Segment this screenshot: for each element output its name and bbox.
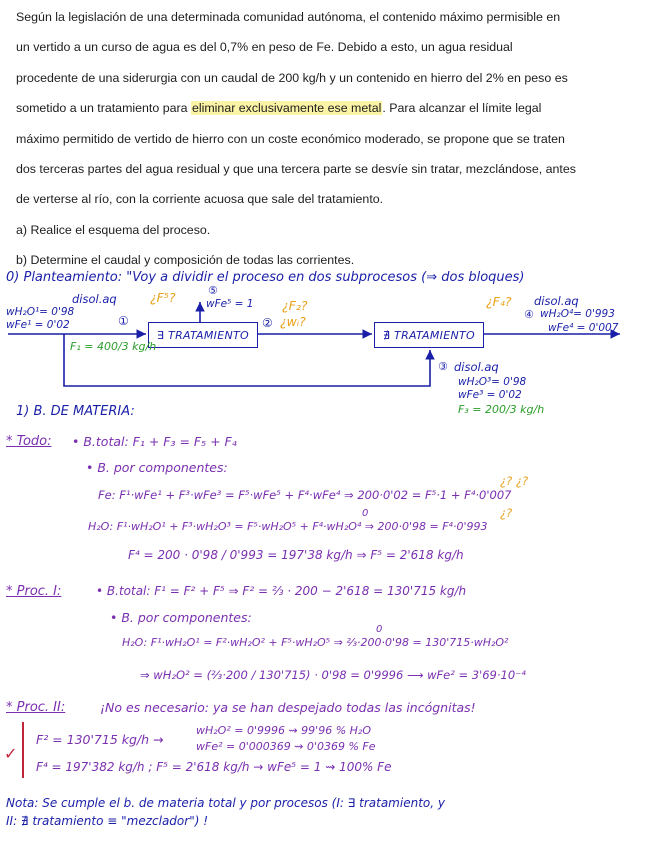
stream-2-number: ②: [262, 316, 273, 330]
stream-4-title: disol.aq: [534, 294, 579, 308]
problem-line: dos terceras partes del agua residual y que una tercera parte se desvíe sin tratar, mezclándose, antes: [16, 161, 576, 176]
stream-4-w-fe: wFe⁴ = 0'007: [548, 322, 619, 334]
stream-3-w-fe: wFe³ = 0'02: [458, 389, 522, 401]
handwritten-solution: [0, 266, 646, 848]
fe-balance-equation: Fe: F¹·wFe¹ + F³·wFe³ = F⁵·wFe⁵ + F⁴·wFe⁴ ⇒ 200·0'02 = F⁵·1 + F⁴·0'007: [98, 488, 512, 502]
stream-2-unknown-composition: ¿wᵢ?: [280, 314, 306, 329]
result-bracket: [22, 722, 24, 778]
stream-4-w-h2o: wH₂O⁴= 0'993: [540, 308, 615, 320]
problem-statement: [16, 4, 638, 278]
problem-line-end: . Para alcanzar el límite legal: [382, 101, 542, 116]
stream-3-w-h2o: wH₂O³= 0'98: [458, 376, 527, 388]
problem-line: un vertido a un curso de agua es del 0,7% en peso de Fe. Debido a esto, un agua residual: [16, 40, 513, 55]
stream-3-title: disol.aq: [454, 360, 499, 374]
no-treatment-box: ∄ TRATAMIENTO: [374, 322, 484, 348]
fe-unknowns: ¿? ¿?: [500, 474, 529, 488]
stream-4-number: ④: [524, 308, 534, 321]
result-f2: F² = 130'715 kg/h →: [36, 732, 164, 747]
solution-heading: 0) Planteamiento: "Voy a dividir el proceso en dos subprocesos (⇒ dos bloques): [6, 270, 525, 285]
proc2-note: ¡No es necesario: ya se han despejado todas las incógnitas!: [100, 700, 476, 715]
proc1-zero-mark: 0: [376, 624, 383, 635]
h2o-unknown: ¿?: [500, 506, 513, 520]
problem-line: de verterse al río, con la corriente acuosa que sale del tratamiento.: [16, 192, 384, 207]
proc2-label: * Proc. II:: [6, 700, 66, 715]
todo-total-balance: • B.total: F₁ + F₃ = F₅ + F₄: [72, 434, 237, 449]
proc1-total-balance: • B.total: F¹ = F² + F⁵ ⇒ F² = ⅔ · 200 − 2'618 = 130'715 kg/h: [96, 584, 467, 598]
f4-result: F⁴ = 200 · 0'98 / 0'993 = 197'38 kg/h ⇒ F⁵ = 2'618 kg/h: [128, 548, 464, 562]
treatment-box: ∃ TRATAMIENTO: [148, 322, 258, 348]
question-a: a) Realice el esquema del proceso.: [16, 222, 211, 237]
stream-1-title: disol.aq: [72, 292, 117, 306]
problem-line: procedente de una siderurgia con un caudal de 200 kg/h y un contenido en hierro del 2% en peso es: [16, 70, 568, 85]
section-mass-balance: 1) B. DE MATERIA:: [16, 404, 135, 419]
final-note: Nota: Se cumple el b. de materia total y por procesos (I: ∃ tratamiento, y: [6, 796, 445, 810]
proc1-label: * Proc. I:: [6, 584, 62, 599]
proc1-w-result: ⇒ wH₂O² = (⅔·200 / 130'715) · 0'98 = 0'9996 ⟶ wFe² = 3'69·10⁻⁴: [140, 668, 526, 682]
stream-1-flow: F₁ = 400/3 kg/h: [70, 340, 157, 353]
stream-1-w-h2o: wH₂O¹= 0'98: [6, 306, 75, 318]
result-f4-f5: F⁴ = 197'382 kg/h ; F⁵ = 2'618 kg/h → wFe⁵ = 1 ⇝ 100% Fe: [36, 760, 392, 774]
stream-4-unknown: ¿F₄?: [486, 294, 512, 309]
question-b: b) Determine el caudal y composición de todas las corrientes.: [16, 253, 355, 268]
problem-line: máximo permitido de vertido de hierro con un coste económico moderado, se propone que se traten: [16, 131, 565, 146]
proc1-component-balance: • B. por componentes:: [110, 610, 252, 625]
problem-line: Según la legislación de una determinada comunidad autónoma, el contenido máximo permisible en: [16, 10, 561, 24]
problem-line: [16, 95, 638, 125]
result-w2-h2o: wH₂O² = 0'9996 ⇝ 99'96 % H₂O: [196, 724, 371, 737]
todo-component-balance: • B. por componentes:: [86, 460, 228, 475]
stream-2-unknown-flow: ¿F₂?: [282, 298, 308, 313]
proc1-h2o-equation: H₂O: F¹·wH₂O¹ = F²·wH₂O² + F⁵·wH₂O⁵ ⇒ ⅔·200·0'98 = 130'715·wH₂O²: [122, 636, 509, 649]
h2o-balance-equation: H₂O: F¹·wH₂O¹ + F³·wH₂O³ = F⁵·wH₂O⁵ + F⁴·wH₂O⁴ ⇒ 200·0'98 = F⁴·0'993: [88, 520, 488, 533]
final-note-2: II: ∄ tratamiento ≡ "mezclador") !: [6, 814, 209, 828]
result-w2-fe: wFe² = 0'000369 ⇝ 0'0369 % Fe: [196, 740, 376, 753]
stream-1-w-fe: wFe¹ = 0'02: [6, 319, 70, 331]
stream-5-w-fe: wFe⁵ = 1: [206, 298, 254, 310]
result-check-mark: ✓: [4, 744, 18, 763]
stream-1-number: ①: [118, 314, 129, 328]
stream-5-number: ⑤: [208, 284, 218, 297]
stream-5-unknown: ¿F⁵?: [150, 290, 176, 305]
stream-3-flow: F₃ = 200/3 kg/h: [458, 403, 545, 416]
problem-line-start: sometido a un tratamiento para: [16, 101, 191, 116]
highlighted-phrase: eliminar exclusivamente ese metal: [191, 101, 382, 116]
todo-label: * Todo:: [6, 434, 52, 449]
stream-3-number: ③: [438, 360, 448, 373]
h2o-zero-mark: 0: [362, 508, 369, 519]
